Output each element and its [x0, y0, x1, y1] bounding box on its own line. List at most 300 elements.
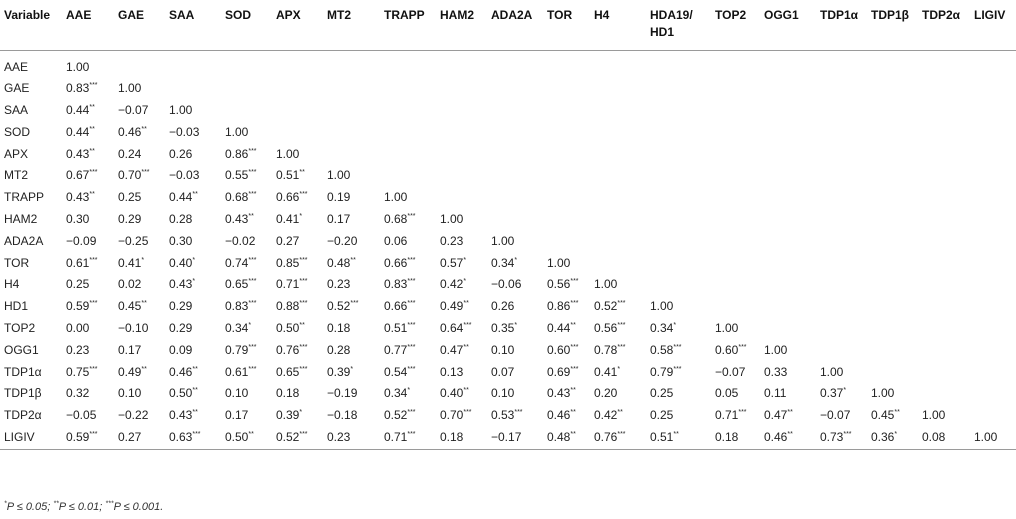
- table-cell: [380, 122, 436, 144]
- table-cell: 0.68***: [225, 190, 257, 205]
- table-cell: [646, 122, 711, 144]
- table-cell: 0.43**: [66, 190, 95, 205]
- table-cell: 0.83***: [66, 81, 98, 96]
- row-label: SAA: [4, 103, 29, 118]
- table-cell: [646, 253, 711, 275]
- table-cell: 1.00: [820, 364, 844, 379]
- table-cell: [646, 50, 711, 78]
- table-cell: 0.76***: [590, 427, 646, 449]
- table-cell: 0.48**: [543, 427, 590, 449]
- table-cell: 0.42*: [440, 277, 467, 292]
- table-cell: [487, 78, 543, 100]
- table-cell: 0.24: [118, 146, 142, 161]
- table-cell: [918, 274, 970, 296]
- table-cell: [380, 144, 436, 166]
- table-cell: 1.00: [594, 277, 618, 292]
- table-cell: 0.29: [169, 321, 193, 336]
- table-cell: 0.52***: [327, 299, 359, 314]
- table-cell: [380, 78, 436, 100]
- table-cell: 0.43*: [169, 277, 196, 292]
- table-cell: −0.09: [66, 233, 97, 248]
- table-cell: 0.49**: [118, 364, 147, 379]
- table-cell: [970, 253, 1016, 275]
- table-cell: [918, 296, 970, 318]
- table-cell: 1.00: [169, 103, 193, 118]
- row-label: TRAPP: [4, 190, 45, 205]
- table-cell: 0.44**: [169, 190, 198, 205]
- table-cell: −0.10: [118, 321, 149, 336]
- table-cell: 0.73***: [816, 427, 867, 449]
- table-cell: [711, 165, 760, 187]
- table-cell: [867, 187, 918, 209]
- table-cell: −0.20: [327, 233, 358, 248]
- table-cell: 0.18: [276, 386, 300, 401]
- table-cell: 1.00: [970, 427, 1016, 449]
- table-cell: [272, 50, 323, 78]
- table-cell: [380, 50, 436, 78]
- table-cell: [918, 50, 970, 78]
- table-cell: 0.23: [323, 427, 380, 449]
- table-row: [0, 362, 1016, 384]
- table-cell: [816, 165, 867, 187]
- table-cell: [918, 231, 970, 253]
- table-cell: [543, 50, 590, 78]
- table-cell: [436, 144, 487, 166]
- column-header: ADA2A: [487, 0, 543, 50]
- table-cell: 0.42**: [594, 408, 623, 423]
- table-cell: [221, 100, 272, 122]
- table-cell: [867, 100, 918, 122]
- table-cell: [816, 274, 867, 296]
- table-cell: [646, 100, 711, 122]
- table-cell: [221, 50, 272, 78]
- table-cell: 1.00: [922, 408, 946, 423]
- table-cell: 0.71***: [380, 427, 436, 449]
- table-cell: [970, 405, 1016, 427]
- table-cell: [323, 78, 380, 100]
- table-cell: [760, 165, 816, 187]
- table-cell: [543, 187, 590, 209]
- table-cell: 0.39*: [327, 364, 354, 379]
- table-cell: [760, 50, 816, 78]
- table-cell: 0.61***: [225, 364, 257, 379]
- row-label: LIGIV: [0, 427, 62, 449]
- table-row: [0, 296, 1016, 318]
- table-cell: 0.26: [491, 299, 515, 314]
- table-cell: 1.00: [327, 168, 351, 183]
- table-row: [0, 50, 1016, 78]
- table-cell: [711, 231, 760, 253]
- table-cell: [918, 122, 970, 144]
- table-cell: [323, 122, 380, 144]
- table-cell: 0.40**: [440, 386, 469, 401]
- table-cell: 0.65***: [276, 364, 308, 379]
- table-cell: [867, 340, 918, 362]
- column-header: H4: [590, 0, 646, 50]
- column-header: GAE: [114, 0, 165, 50]
- table-cell: [867, 209, 918, 231]
- table-cell: [816, 296, 867, 318]
- table-cell: 0.49**: [440, 299, 469, 314]
- table-cell: 0.74***: [225, 255, 257, 270]
- table-cell: [816, 209, 867, 231]
- table-cell: [918, 340, 970, 362]
- table-cell: [711, 209, 760, 231]
- column-header-variable: Variable: [0, 0, 62, 50]
- table-cell: [918, 165, 970, 187]
- table-cell: 0.68***: [384, 212, 416, 227]
- table-cell: 0.18: [711, 427, 760, 449]
- table-cell: [487, 209, 543, 231]
- table-cell: 0.45**: [118, 299, 147, 314]
- table-cell: [918, 362, 970, 384]
- table-cell: −0.03: [169, 124, 200, 139]
- table-cell: −0.18: [327, 408, 358, 423]
- table-cell: [867, 318, 918, 340]
- table-cell: [970, 165, 1016, 187]
- table-cell: 0.50**: [169, 386, 198, 401]
- table-row: [0, 383, 1016, 405]
- table-cell: 0.19: [327, 190, 351, 205]
- table-cell: 0.17: [225, 408, 249, 423]
- table-cell: 0.52***: [272, 427, 323, 449]
- column-header: TDP1β: [867, 0, 918, 50]
- table-cell: [970, 144, 1016, 166]
- table-row: [0, 100, 1016, 122]
- table-cell: 1.00: [764, 342, 788, 357]
- table-cell: 0.25: [650, 408, 674, 423]
- column-header: HDA19/ HD1: [646, 0, 711, 50]
- table-cell: [590, 187, 646, 209]
- table-cell: −0.22: [118, 408, 149, 423]
- table-row: [0, 318, 1016, 340]
- table-row: [0, 187, 1016, 209]
- table-cell: 0.25: [650, 386, 674, 401]
- table-cell: 0.70***: [118, 168, 150, 183]
- table-row: [0, 405, 1016, 427]
- table-cell: [646, 165, 711, 187]
- table-cell: 0.06: [384, 233, 408, 248]
- column-header: OGG1: [760, 0, 816, 50]
- table-cell: [918, 253, 970, 275]
- table-cell: 0.46**: [118, 124, 147, 139]
- table-cell: [436, 78, 487, 100]
- table-cell: [114, 50, 165, 78]
- table-cell: [970, 362, 1016, 384]
- table-cell: 0.05: [715, 386, 739, 401]
- table-cell: [918, 100, 970, 122]
- table-cell: [590, 78, 646, 100]
- table-cell: 0.09: [169, 342, 193, 357]
- table-cell: [918, 187, 970, 209]
- table-cell: 0.00: [66, 321, 90, 336]
- table-row: [0, 144, 1016, 166]
- table-cell: [487, 50, 543, 78]
- table-cell: [970, 100, 1016, 122]
- table-row: [0, 253, 1016, 275]
- table-cell: 0.32: [66, 386, 90, 401]
- table-cell: [760, 187, 816, 209]
- table-cell: 0.46**: [169, 364, 198, 379]
- table-cell: [436, 187, 487, 209]
- table-cell: [970, 78, 1016, 100]
- table-cell: [867, 274, 918, 296]
- column-header: SAA: [165, 0, 221, 50]
- table-cell: 0.34*: [384, 386, 411, 401]
- table-cell: 0.70***: [440, 408, 472, 423]
- table-row: [0, 274, 1016, 296]
- column-header: TOP2: [711, 0, 760, 50]
- table-cell: 1.00: [440, 212, 464, 227]
- table-cell: [970, 231, 1016, 253]
- table-cell: [590, 231, 646, 253]
- table-cell: [918, 209, 970, 231]
- row-label: TOP2: [4, 321, 36, 336]
- table-cell: 0.51***: [384, 321, 416, 336]
- table-cell: 0.43**: [547, 386, 576, 401]
- table-cell: 0.53***: [491, 408, 523, 423]
- table-cell: 0.51**: [276, 168, 305, 183]
- table-cell: 0.29: [118, 212, 142, 227]
- table-cell: [487, 144, 543, 166]
- row-label: ADA2A: [4, 233, 44, 248]
- column-header: MT2: [323, 0, 380, 50]
- column-header: HAM2: [436, 0, 487, 50]
- row-label: SOD: [4, 124, 31, 139]
- table-cell: [487, 100, 543, 122]
- table-cell: [867, 50, 918, 78]
- table-row: [0, 427, 1016, 449]
- table-cell: [970, 318, 1016, 340]
- table-cell: 0.47**: [440, 342, 469, 357]
- table-cell: [816, 231, 867, 253]
- table-cell: 0.83***: [384, 277, 416, 292]
- table-cell: [760, 296, 816, 318]
- table-cell: 0.34*: [225, 321, 252, 336]
- table-cell: [711, 100, 760, 122]
- table-cell: 0.66***: [384, 255, 416, 270]
- table-row: [0, 122, 1016, 144]
- table-cell: [867, 253, 918, 275]
- table-cell: 0.54***: [384, 364, 416, 379]
- table-cell: 0.52***: [594, 299, 626, 314]
- table-cell: 0.40*: [169, 255, 196, 270]
- table-cell: 0.59***: [66, 299, 98, 314]
- table-cell: [711, 274, 760, 296]
- table-cell: 0.10: [491, 342, 515, 357]
- column-header: TRAPP: [380, 0, 436, 50]
- table-cell: 0.35*: [491, 321, 518, 336]
- table-cell: 0.10: [118, 386, 142, 401]
- table-cell: 0.43**: [66, 146, 95, 161]
- table-cell: [867, 362, 918, 384]
- table-cell: 0.86***: [547, 299, 579, 314]
- table-cell: [436, 165, 487, 187]
- table-cell: 0.48**: [327, 255, 356, 270]
- table-cell: 1.00: [384, 190, 408, 205]
- table-cell: [590, 50, 646, 78]
- table-cell: [816, 340, 867, 362]
- table-cell: [970, 50, 1016, 78]
- table-cell: 0.44**: [547, 321, 576, 336]
- table-cell: [590, 122, 646, 144]
- table-cell: 0.83***: [225, 299, 257, 314]
- table-cell: [380, 100, 436, 122]
- table-cell: [543, 165, 590, 187]
- table-cell: [646, 187, 711, 209]
- table-cell: [380, 165, 436, 187]
- table-cell: [272, 100, 323, 122]
- table-cell: 0.07: [491, 364, 515, 379]
- table-cell: 0.66***: [384, 299, 416, 314]
- row-label: OGG1: [4, 342, 39, 357]
- row-label: HAM2: [4, 212, 38, 227]
- table-cell: 0.60***: [715, 342, 747, 357]
- table-cell: 0.41*: [118, 255, 145, 270]
- table-cell: 0.79***: [650, 364, 682, 379]
- table-cell: 0.36*: [867, 427, 918, 449]
- table-cell: 0.79***: [225, 342, 257, 357]
- row-label: TDP1α: [4, 364, 42, 379]
- table-cell: [590, 144, 646, 166]
- table-cell: 0.67***: [66, 168, 98, 183]
- table-cell: [918, 383, 970, 405]
- table-cell: 0.20: [594, 386, 618, 401]
- table-cell: [918, 144, 970, 166]
- table-cell: 0.78***: [594, 342, 626, 357]
- table-cell: 0.64***: [440, 321, 472, 336]
- table-cell: [816, 144, 867, 166]
- column-header: TDP2α: [918, 0, 970, 50]
- table-cell: 0.69***: [547, 364, 579, 379]
- table-cell: −0.07: [118, 103, 149, 118]
- table-cell: 1.00: [225, 124, 249, 139]
- table-cell: 1.00: [871, 386, 895, 401]
- table-cell: 0.60***: [547, 342, 579, 357]
- table-cell: 1.00: [118, 81, 142, 96]
- row-label: AAE: [4, 59, 29, 74]
- table-cell: 0.41*: [594, 364, 621, 379]
- table-cell: 0.66***: [276, 190, 308, 205]
- table-cell: [323, 50, 380, 78]
- table-cell: [760, 100, 816, 122]
- table-cell: 0.08: [918, 427, 970, 449]
- table-cell: [711, 296, 760, 318]
- table-cell: 0.13: [440, 364, 464, 379]
- table-cell: 0.10: [491, 386, 515, 401]
- table-cell: −0.03: [169, 168, 200, 183]
- table-cell: −0.07: [715, 364, 746, 379]
- table-cell: 0.25: [118, 190, 142, 205]
- row-label: H4: [4, 277, 20, 292]
- table-cell: 0.43**: [225, 212, 254, 227]
- table-cell: 1.00: [491, 233, 515, 248]
- table-cell: [970, 274, 1016, 296]
- column-header: APX: [272, 0, 323, 50]
- table-cell: [816, 100, 867, 122]
- table-cell: 0.39*: [276, 408, 303, 423]
- table-cell: 0.34*: [491, 255, 518, 270]
- table-cell: [867, 165, 918, 187]
- table-cell: 0.27: [114, 427, 165, 449]
- table-cell: 0.17: [327, 212, 351, 227]
- table-cell: [165, 50, 221, 78]
- table-cell: −0.02: [225, 233, 256, 248]
- table-cell: −0.17: [487, 427, 543, 449]
- table-cell: [760, 122, 816, 144]
- table-cell: 0.56***: [594, 321, 626, 336]
- table-cell: −0.06: [491, 277, 522, 292]
- table-cell: [867, 122, 918, 144]
- table-cell: 1.00: [715, 321, 739, 336]
- table-cell: 0.59***: [62, 427, 114, 449]
- table-cell: [543, 78, 590, 100]
- table-cell: [970, 122, 1016, 144]
- table-cell: [816, 50, 867, 78]
- table-cell: [590, 165, 646, 187]
- table-cell: [867, 231, 918, 253]
- table-cell: [970, 340, 1016, 362]
- table-cell: [436, 100, 487, 122]
- table-cell: 0.45**: [871, 408, 900, 423]
- table-cell: [711, 187, 760, 209]
- table-cell: 1.00: [650, 299, 674, 314]
- table-cell: [816, 253, 867, 275]
- table-cell: [590, 253, 646, 275]
- table-cell: 0.65***: [225, 277, 257, 292]
- table-cell: −0.19: [327, 386, 358, 401]
- row-label: MT2: [4, 168, 28, 183]
- table-cell: 0.56***: [547, 277, 579, 292]
- table-cell: 1.00: [276, 146, 300, 161]
- table-cell: 0.02: [118, 277, 142, 292]
- table-cell: 0.43**: [169, 408, 198, 423]
- table-cell: 0.17: [118, 342, 142, 357]
- table-cell: [543, 144, 590, 166]
- table-cell: 0.26: [169, 146, 193, 161]
- table-cell: [867, 144, 918, 166]
- table-header-row: [0, 0, 1016, 50]
- table-cell: 0.28: [327, 342, 351, 357]
- table-cell: [918, 318, 970, 340]
- table-cell: 0.71***: [276, 277, 308, 292]
- table-cell: 0.76***: [276, 342, 308, 357]
- table-cell: 0.33: [764, 364, 788, 379]
- table-cell: [221, 78, 272, 100]
- table-cell: 1.00: [547, 255, 571, 270]
- table-cell: [590, 209, 646, 231]
- table-cell: [867, 78, 918, 100]
- table-cell: 0.51**: [646, 427, 711, 449]
- table-cell: 0.11: [764, 386, 787, 401]
- table-cell: [646, 231, 711, 253]
- table-cell: 0.71***: [715, 408, 747, 423]
- table-cell: [487, 165, 543, 187]
- table-cell: [816, 187, 867, 209]
- table-cell: [436, 50, 487, 78]
- table-cell: 0.44**: [66, 124, 95, 139]
- table-cell: 0.30: [66, 212, 90, 227]
- table-cell: [760, 253, 816, 275]
- table-cell: 0.85***: [276, 255, 308, 270]
- table-cell: [436, 122, 487, 144]
- table-cell: [646, 209, 711, 231]
- table-cell: 0.28: [169, 212, 193, 227]
- table-cell: 0.63***: [165, 427, 221, 449]
- column-header: SOD: [221, 0, 272, 50]
- table-cell: [760, 231, 816, 253]
- table-cell: [272, 78, 323, 100]
